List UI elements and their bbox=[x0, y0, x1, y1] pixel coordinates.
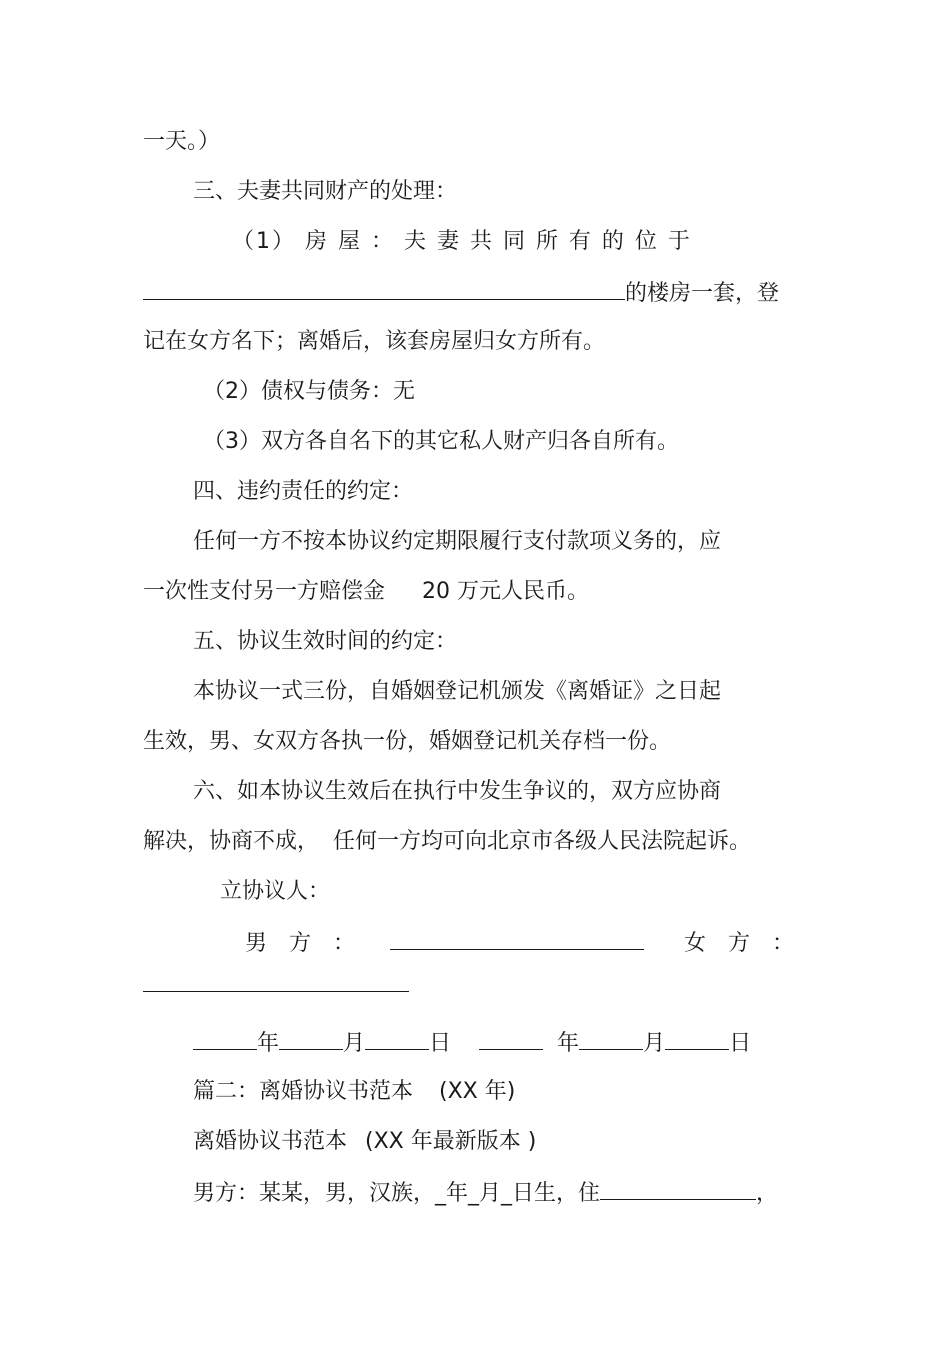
year-blank bbox=[479, 1027, 543, 1050]
text-line bbox=[143, 969, 950, 1001]
section-heading-dispute: 六、如本协议生效后在执行中发生争议的，双方应协商 bbox=[193, 779, 722, 804]
date-line: 年 月 日 年 月 日 bbox=[193, 1027, 950, 1059]
article-two-heading: 篇二：离婚协议书范本 (XX 年) bbox=[193, 1079, 516, 1104]
section-heading-breach: 四、违约责任的约定： bbox=[193, 479, 414, 504]
text-line: 本协议一式三份，自婚姻登记机颁发《离婚证》之日起 bbox=[193, 679, 722, 704]
text-line-private-property: （3）双方各自名下的其它私人财产归各自所有。 bbox=[203, 429, 679, 454]
text-line: 记在女方名下；离婚后，该套房屋归女方所有。 bbox=[143, 329, 606, 354]
address-blank bbox=[600, 1177, 756, 1200]
day-blank bbox=[365, 1027, 429, 1050]
text-line-debt: （2）债权与债务：无 bbox=[203, 379, 415, 404]
month-blank bbox=[279, 1027, 343, 1050]
section-heading-property: 三、夫妻共同财产的处理： bbox=[193, 179, 458, 204]
month-blank bbox=[579, 1027, 643, 1050]
signatories-label: 立协议人： bbox=[220, 879, 331, 904]
text-line: 一次性支付另一方赔偿金 20 万元人民币。 bbox=[143, 579, 590, 604]
signature-line-parties bbox=[245, 927, 950, 959]
text-line-house: （1） 房 屋 ： 夫 妻 共 同 所 有 的 位 于 bbox=[232, 229, 692, 254]
day-blank bbox=[665, 1027, 729, 1050]
female-signature-blank bbox=[143, 969, 409, 992]
fill-blank-address bbox=[143, 277, 625, 300]
male-party-label: 男 方 ： bbox=[245, 931, 356, 956]
text-line: 解决，协商不成， 任何一方均可向北京市各级人民法院起诉。 bbox=[143, 829, 752, 854]
female-party-label: 女 方 ： bbox=[684, 931, 795, 956]
template-title: 离婚协议书范本 (XX 年最新版本 ) bbox=[193, 1129, 537, 1154]
text-line: 任何一方不按本协议约定期限履行支付款项义务的，应 bbox=[193, 529, 722, 554]
section-heading-effective: 五、协议生效时间的约定： bbox=[193, 629, 458, 654]
text-line: 生效，男、女双方各执一份，婚姻登记机关存档一份。 bbox=[143, 729, 672, 754]
text-line: 的楼房一套，登 bbox=[143, 277, 950, 309]
text-line: 一天。） bbox=[143, 129, 221, 154]
male-signature-blank bbox=[390, 927, 644, 950]
male-party-info: 男方：某某，男，汉族，_年_月_日生，住 ， bbox=[193, 1177, 950, 1209]
year-blank bbox=[193, 1027, 257, 1050]
